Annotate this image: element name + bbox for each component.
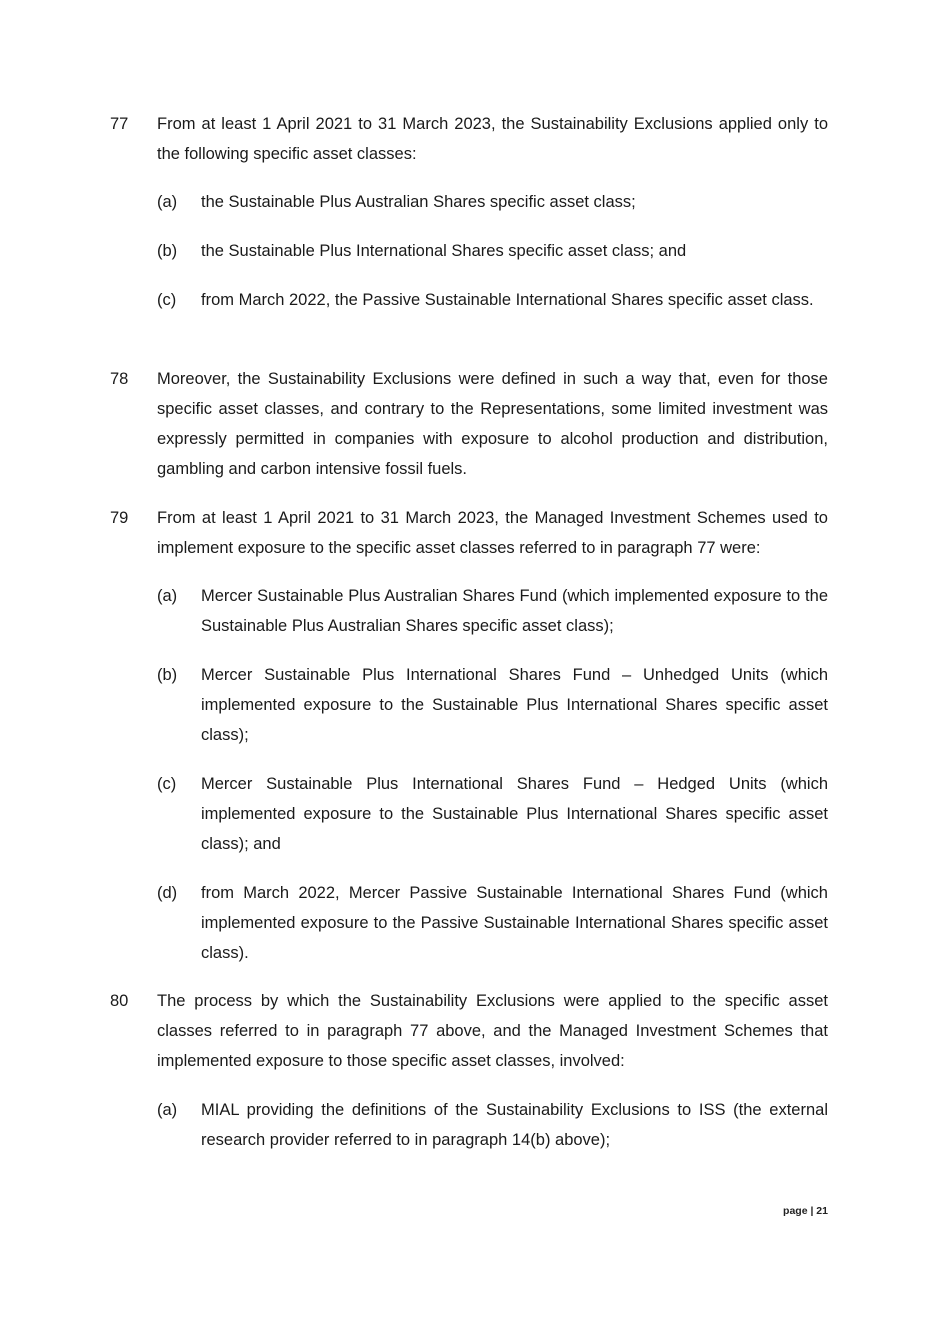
paragraph-78 xyxy=(110,364,828,484)
paragraph-number: 79 xyxy=(110,509,129,527)
sub-item-text: Mercer Sustainable Plus Australian Shares Fund (which implemented exposure to the Sustainable Plus Australian Shares specific asset class); xyxy=(201,587,828,635)
paragraph-text: From at least 1 April 2021 to 31 March 2023, the Sustainability Exclusions applied only to the following specific asset classes: xyxy=(157,115,828,163)
sub-item-label: (a) xyxy=(157,1101,178,1119)
sub-item-79c xyxy=(157,769,828,859)
sub-item-77b xyxy=(157,236,828,266)
sub-item-label: (b) xyxy=(157,666,178,684)
sub-item-text: the Sustainable Plus International Shares specific asset class; and xyxy=(201,242,687,260)
sub-item-label: (a) xyxy=(157,193,178,211)
sub-item-77a xyxy=(157,187,828,217)
sub-item-label: (a) xyxy=(157,587,178,605)
paragraph-number: 80 xyxy=(110,992,129,1010)
paragraph-80 xyxy=(110,986,828,1076)
paragraph-79 xyxy=(110,503,828,563)
page-number: page | 21 xyxy=(783,1205,828,1217)
sub-item-text: Mercer Sustainable Plus International Shares Fund – Unhedged Units (which implemented exposure to the Sustainable Plus International Shares specific asset class); xyxy=(201,666,828,744)
paragraph-number: 77 xyxy=(110,115,129,133)
paragraph-text: The process by which the Sustainability Exclusions were applied to the specific asset classes referred to in paragraph 77 above, and the Managed Investment Schemes that implemented exposure to those specific asset classes, involved: xyxy=(157,992,828,1070)
sub-item-79a xyxy=(157,581,828,641)
sub-item-label: (c) xyxy=(157,775,177,793)
sub-item-text: Mercer Sustainable Plus International Shares Fund – Hedged Units (which implemented exposure to the Sustainable Plus International Shares specific asset class); and xyxy=(201,775,828,853)
sub-item-text: from March 2022, Mercer Passive Sustainable International Shares Fund (which implemented exposure to the Passive Sustainable International Shares specific asset class). xyxy=(201,884,828,962)
sub-item-79d xyxy=(157,878,828,968)
paragraph-text: From at least 1 April 2021 to 31 March 2023, the Managed Investment Schemes used to implement exposure to the specific asset classes referred to in paragraph 77 were: xyxy=(157,509,828,557)
sub-item-label: (b) xyxy=(157,242,178,260)
sub-item-text: from March 2022, the Passive Sustainable International Shares specific asset class. xyxy=(201,291,814,309)
sub-item-77c xyxy=(157,285,828,315)
paragraph-number: 78 xyxy=(110,370,129,388)
sub-item-80a xyxy=(157,1095,828,1155)
sub-item-79b xyxy=(157,660,828,750)
paragraph-text: Moreover, the Sustainability Exclusions were defined in such a way that, even for those specific asset classes, and contrary to the Representations, some limited investment was expressly permitted in companies with exposure to alcohol production and distribution, gambling and carbon intensive fossil fuels. xyxy=(157,370,828,478)
paragraph-77 xyxy=(110,109,828,169)
sub-item-label: (c) xyxy=(157,291,177,309)
sub-item-text: MIAL providing the definitions of the Sustainability Exclusions to ISS (the external research provider referred to in paragraph 14(b) above); xyxy=(201,1101,828,1149)
sub-item-label: (d) xyxy=(157,884,178,902)
sub-item-text: the Sustainable Plus Australian Shares specific asset class; xyxy=(201,193,636,211)
